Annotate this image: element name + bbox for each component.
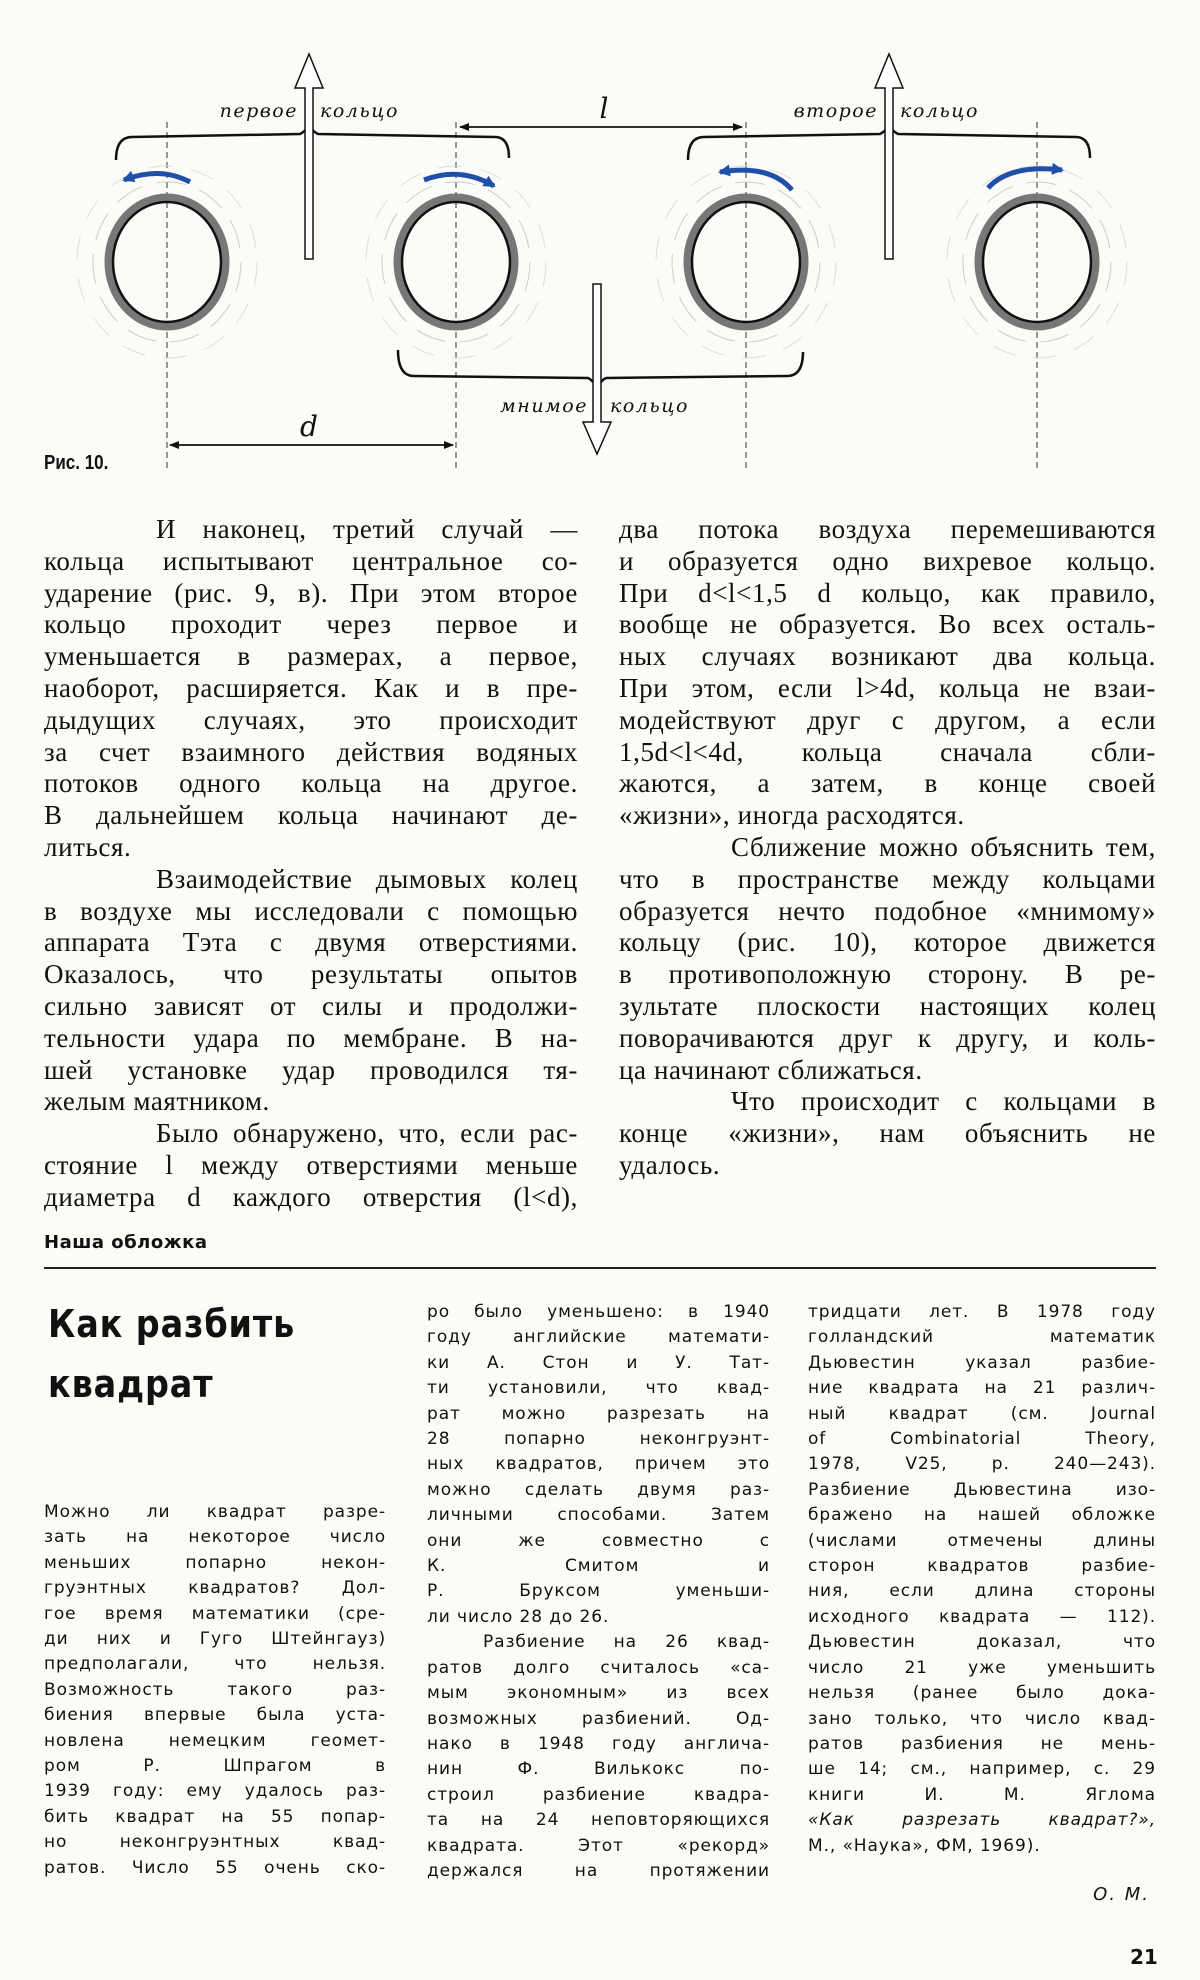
text-line: ный квадрат (см. Journal xyxy=(808,1403,1156,1424)
paragraph xyxy=(44,1118,578,1213)
author-signature: О. М. xyxy=(1093,1884,1150,1905)
paragraph xyxy=(427,1300,770,1630)
paragraph xyxy=(808,1300,1156,1859)
text-line: что в пространстве между кольцами xyxy=(619,863,1156,894)
text-line: они же совместно с xyxy=(427,1530,770,1551)
text-line: ние квадрата на 21 различ- xyxy=(808,1378,1156,1399)
text-line: нако в 1948 году англича- xyxy=(427,1733,770,1754)
text-line: of Combinatorial Theory, xyxy=(808,1429,1156,1450)
lower-column-2 xyxy=(427,1300,770,1884)
paragraph xyxy=(44,514,578,864)
text-line: бить квадрат на 55 попар- xyxy=(44,1806,386,1827)
text-line: В дальнейшем кольца начинают де- xyxy=(44,800,578,831)
text-line: При этом, если l>4d, кольца не взаи- xyxy=(619,672,1156,703)
text-line: (числами отмечены длины xyxy=(808,1530,1156,1551)
dashed-axes xyxy=(167,122,1037,470)
text-line: мым экономным» из всех xyxy=(427,1683,770,1704)
label-imaginary-ring-2: кольцо xyxy=(610,395,689,417)
text-line: модействуют друг с другом, а если xyxy=(619,704,1156,735)
text-line: ром Р. Шпрагом в xyxy=(44,1756,386,1777)
text-line: возможных разбиений. Од- xyxy=(427,1708,770,1729)
text-line: поворачиваются друг к другу, и коль- xyxy=(619,1022,1156,1053)
text-line: ударение (рис. 9, в). При этом второе xyxy=(44,577,578,608)
text-line: Дьювестин указал разбие- xyxy=(808,1352,1156,1373)
text-line: Разбиение на 26 квад- xyxy=(483,1632,770,1653)
text-line: М., «Наука», ФМ, 1969). xyxy=(808,1835,1041,1856)
text-line: кольца испытывают центральное со- xyxy=(44,545,578,576)
text-line: ных квадратов, причем это xyxy=(427,1454,770,1475)
text-line: вообще не образуется. Во всех осталь- xyxy=(619,609,1156,640)
text-line: литься. xyxy=(44,831,132,862)
up-arrow-icon xyxy=(875,54,903,259)
paragraph xyxy=(619,832,1156,1086)
text-line: аппарата Тэта с двумя отверстиями. xyxy=(44,927,578,958)
text-line: новлена немецким геомет- xyxy=(44,1730,386,1751)
text-line: «Как разрезать квадрат?», xyxy=(808,1810,1156,1831)
text-line: Сближение можно объяснить тем, xyxy=(731,831,1156,862)
text-line: сильно зависят от силы и продолжи- xyxy=(44,990,578,1021)
paragraph xyxy=(427,1630,770,1884)
text-line: ратов разбиения не мень- xyxy=(808,1733,1156,1754)
text-line: Дьювестин доказал, что xyxy=(808,1632,1156,1653)
text-line: гое время математики (сре- xyxy=(44,1603,386,1624)
text-line: Оказалось, что результаты опытов xyxy=(44,959,578,990)
text-line: Взаимодействие дымовых колец xyxy=(156,863,578,894)
section-divider xyxy=(44,1267,1156,1269)
text-line: в воздухе мы исследовали с помощью xyxy=(44,895,578,926)
figure-caption: Рис. 10. xyxy=(44,452,109,474)
rotation-arrows xyxy=(124,169,1062,190)
page-number: 21 xyxy=(1130,1945,1158,1969)
text-line: нин Ф. Вилькокс по- xyxy=(427,1759,770,1780)
text-line: уменьшается в размерах, а первое, xyxy=(44,641,578,672)
paragraph xyxy=(44,1500,386,1881)
rotation-arrow-icon xyxy=(424,174,494,186)
text-line: держался на протяжении xyxy=(427,1860,770,1881)
text-line: сторон квадратов разбие- xyxy=(808,1556,1156,1577)
title-line-1: Как разбить xyxy=(48,1302,296,1346)
text-line: ратов. Число 55 очень ско- xyxy=(44,1857,386,1878)
text-line: можно сделать двумя раз- xyxy=(427,1479,770,1500)
text-line: тридцати лет. В 1978 году xyxy=(808,1302,1156,1322)
text-line: К. Смитом и xyxy=(427,1556,770,1577)
article-title xyxy=(48,1294,295,1414)
text-line: шей установке удар проводился тя- xyxy=(44,1054,578,1085)
text-line: удалось. xyxy=(619,1149,721,1180)
text-line: число 21 уже уменьшить xyxy=(808,1657,1156,1678)
text-line: голландский математик xyxy=(808,1327,1156,1348)
text-line: ца начинают сближаться. xyxy=(619,1054,923,1085)
text-line: Возможность такого раз- xyxy=(44,1679,386,1700)
text-line: году английские математи- xyxy=(427,1327,770,1348)
paragraph xyxy=(44,864,578,1118)
label-second-ring-2: кольцо xyxy=(900,100,979,122)
text-line: ли число 28 до 26. xyxy=(427,1606,610,1627)
text-line: и образуется одно вихревое кольцо. xyxy=(619,545,1156,576)
text-line: кольцу (рис. 10), которое движется xyxy=(619,927,1156,958)
text-line: Р. Бруксом уменьши- xyxy=(427,1581,770,1602)
label-imaginary-ring: мнимое xyxy=(500,395,588,417)
text-line: тельности удара по мембране. В на- xyxy=(44,1022,578,1053)
text-line: но неконгруэнтных квад- xyxy=(44,1832,386,1853)
text-line: ти установили, что квад- xyxy=(427,1378,770,1399)
text-line: меньших попарно некон- xyxy=(44,1552,386,1573)
text-line: зано только, что число квад- xyxy=(808,1708,1156,1729)
text-line: два потока воздуха перемешиваются xyxy=(619,514,1156,544)
label-first-ring-2: кольцо xyxy=(320,100,399,122)
text-line: Разбиение Дьювестина изо- xyxy=(808,1479,1156,1500)
paragraph xyxy=(619,1086,1156,1181)
text-line: ше 14; см., например, с. 29 xyxy=(808,1759,1156,1780)
lower-column-1 xyxy=(44,1500,386,1881)
text-line: стояние l между отверстиями меньше xyxy=(44,1149,578,1180)
text-line: Было обнаружено, что, если рас- xyxy=(156,1118,578,1149)
lower-column-3 xyxy=(808,1300,1156,1859)
text-line: желым маятником. xyxy=(44,1086,270,1117)
text-line: 1978, V25, p. 240—243). xyxy=(808,1454,1156,1475)
upper-column-2 xyxy=(619,514,1156,1182)
text-line: 1,5d<l<4d, кольца сначала сбли- xyxy=(619,736,1156,767)
text-line: в противоположную сторону. В ре- xyxy=(619,959,1156,990)
text-line: личными способами. Затем xyxy=(427,1505,770,1526)
up-arrow-icon xyxy=(295,54,323,259)
text-line: Что происходит с кольцами в xyxy=(731,1086,1156,1117)
text-line: «жизни», иногда расходятся. xyxy=(619,800,965,831)
text-line: конце «жизни», нам объяснить не xyxy=(619,1118,1156,1149)
section-label: Наша обложка xyxy=(44,1232,208,1253)
text-line: ди них и Гуго Штейнгауз) xyxy=(44,1629,386,1650)
text-line: Можно ли квадрат разре- xyxy=(44,1502,386,1522)
text-line: И наконец, третий случай — xyxy=(156,514,578,544)
braces xyxy=(116,122,1090,392)
text-line: книги И. М. Яглома xyxy=(808,1784,1156,1805)
text-line: строил разбиение квадра- xyxy=(427,1784,770,1805)
text-line: бражено на нашей обложке xyxy=(808,1505,1156,1526)
text-line: нельзя (ранее было дока- xyxy=(808,1683,1156,1704)
figure-10-vortex-rings xyxy=(0,0,1200,490)
text-line: 28 попарно неконгруэнт- xyxy=(427,1429,770,1450)
text-line: предполагали, что нельзя. xyxy=(44,1654,386,1675)
text-line: исходного квадрата — 112). xyxy=(808,1606,1156,1627)
text-line: При d<l<1,5 d кольцо, как правило, xyxy=(619,577,1156,608)
text-line: ния, если длина стороны xyxy=(808,1581,1156,1602)
rings xyxy=(77,166,1127,358)
label-second-ring: второе xyxy=(793,100,878,122)
text-line: потоков одного кольца на другое. xyxy=(44,768,578,799)
text-line: ки А. Стон и У. Тат- xyxy=(427,1352,770,1373)
rotation-arrow-icon xyxy=(124,173,190,182)
text-line: зать на некоторое число xyxy=(44,1527,386,1548)
text-line: ратов долго считалось «са- xyxy=(427,1657,770,1678)
label-l: l xyxy=(599,92,609,125)
text-line: ро было уменьшено: в 1940 xyxy=(427,1302,770,1322)
text-line: ных случаях возникают два кольца. xyxy=(619,641,1156,672)
label-first-ring: первое xyxy=(219,100,298,122)
label-d: d xyxy=(300,410,318,443)
text-line: образуется нечто подобное «мнимому» xyxy=(619,895,1156,926)
text-line: наоборот, расширяется. Как и в пре- xyxy=(44,672,578,703)
title-line-2: квадрат xyxy=(48,1362,214,1406)
text-line: кольцо проходит через первое и xyxy=(44,609,578,640)
text-line: рат можно разрезать на xyxy=(427,1403,770,1424)
text-line: зультате плоскости настоящих колец xyxy=(619,990,1156,1021)
text-line: квадрата. Этот «рекорд» xyxy=(427,1835,770,1856)
upper-column-1 xyxy=(44,514,578,1214)
text-line: диаметра d каждого отверстия (l<d), xyxy=(44,1181,578,1212)
text-line: жаются, а затем, в конце своей xyxy=(619,768,1156,799)
text-line: за счет взаимного действия водяных xyxy=(44,736,578,767)
down-arrow-icon xyxy=(583,284,611,454)
paragraph xyxy=(619,514,1156,832)
text-line: дыдущих случаях, это происходит xyxy=(44,704,578,735)
rotation-arrow-icon xyxy=(988,169,1062,188)
text-line: биения впервые была уста- xyxy=(44,1705,386,1726)
text-line: та на 24 неповторяющихся xyxy=(427,1810,770,1831)
text-line: груэнтных квадратов? Дол- xyxy=(44,1578,386,1599)
text-line: 1939 году: ему удалось раз- xyxy=(44,1781,386,1802)
